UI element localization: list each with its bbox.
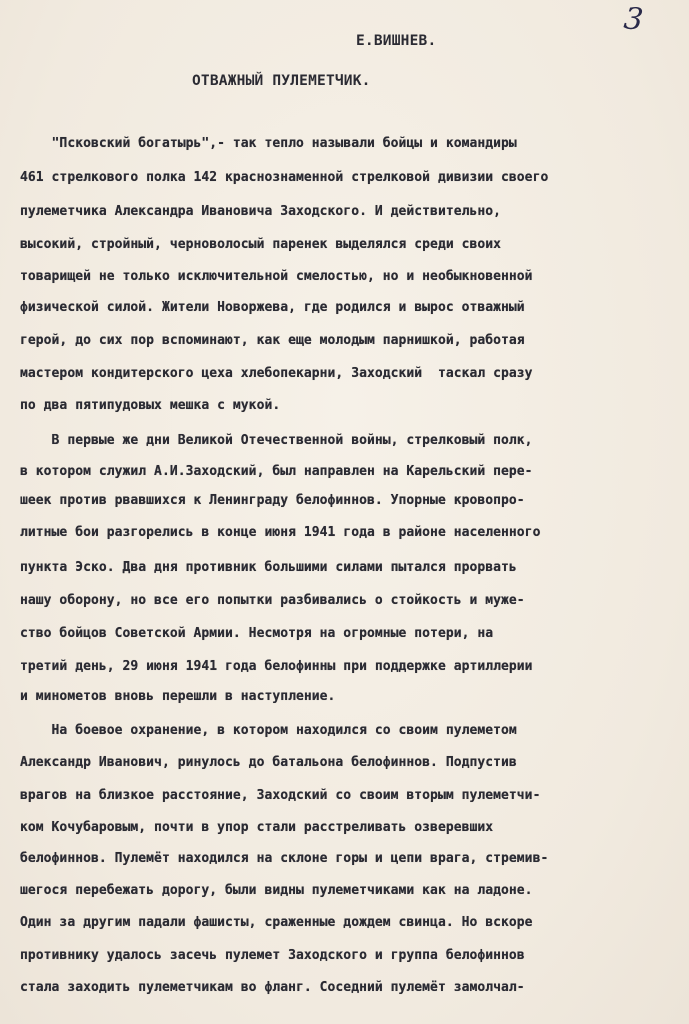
text-line: товарищей не только исключительной смелостью, но и необыкновенной	[20, 269, 533, 284]
handwritten-page-number: 3	[622, 1, 645, 38]
text-line: высокий, стройный, черноволосый паренек выделялся среди своих	[20, 237, 502, 252]
text-line: литные бои разгорелись в конце июня 1941 года в районе населенного	[20, 525, 541, 540]
text-line: пулеметчика Александра Ивановича Заходского. И действительно,	[20, 204, 502, 219]
text-line: третий день, 29 июня 1941 года белофинны при поддержке артиллерии	[20, 659, 533, 674]
text-line: 461 стрелкового полка 142 краснознаменной стрелковой дивизии своего	[20, 170, 549, 185]
document-title: ОТВАЖНЫЙ ПУЛЕМЕТЧИК.	[192, 73, 371, 89]
text-line: На боевое охранение, в котором находился со своим пулеметом	[20, 723, 517, 738]
text-line: белофиннов. Пулемёт находился на склоне горы и цепи врага, стремив-	[20, 851, 549, 866]
text-line: и минометов вновь перешли в наступление.	[20, 689, 336, 704]
text-line: стала заходить пулеметчикам во фланг. Соседний пулемёт замолчал-	[20, 980, 525, 995]
text-line: ство бойцов Советской Армии. Несмотря на огромные потери, на	[20, 626, 494, 641]
text-line: по два пятипудовых мешка с мукой.	[20, 398, 281, 413]
text-line: нашу оборону, но все его попытки разбивались о стойкость и муже-	[20, 593, 525, 608]
text-line: В первые же дни Великой Отечественной войны, стрелковый полк,	[20, 433, 533, 448]
text-line: врагов на близкое расстояние, Заходский со своим вторым пулеметчи-	[20, 788, 541, 803]
text-line: противнику удалось засечь пулемет Заходского и группа белофиннов	[20, 948, 525, 963]
text-line: в котором служил А.И.Заходский, был направлен на Карельский пере-	[20, 464, 533, 479]
text-line: герой, до сих пор вспоминают, как еще молодым парнишкой, работая	[20, 333, 525, 348]
text-line: пункта Эско. Два дня противник большими силами пытался прорвать	[20, 560, 517, 575]
text-line: Александр Иванович, ринулось до батальона белофиннов. Подпустив	[20, 755, 517, 770]
author-name: Е.ВИШНЕВ.	[356, 33, 437, 49]
text-line: "Псковский богатырь",- так тепло называли бойцы и командиры	[20, 136, 517, 151]
text-line: физической силой. Жители Новоржева, где родился и вырос отважный	[20, 300, 525, 315]
text-line: шегося перебежать дорогу, были видны пулеметчиками как на ладоне.	[20, 883, 533, 898]
text-line: ком Кочубаровым, почти в упор стали расстреливать озверевших	[20, 820, 494, 835]
text-line: мастером кондитерского цеха хлебопекарни, Заходский таскал сразу	[20, 366, 533, 381]
text-line: шеек против рвавшихся к Ленинграду белофиннов. Упорные кровопро-	[20, 493, 525, 508]
text-line: Один за другим падали фашисты, сраженные дождем свинца. Но вскоре	[20, 915, 533, 930]
